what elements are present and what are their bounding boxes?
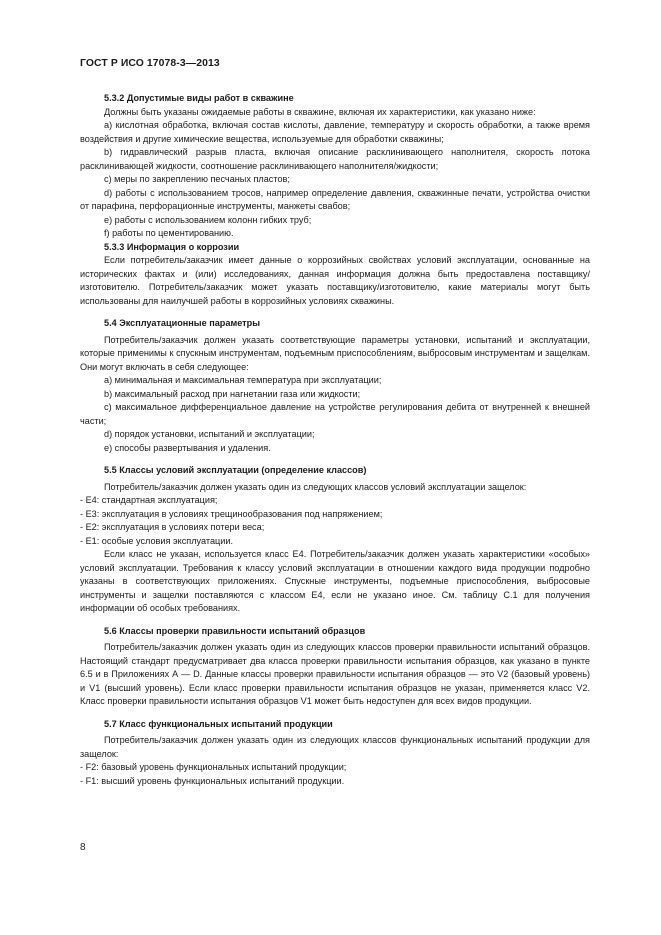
list-item: d) порядок установки, испытаний и эксплуатации; bbox=[104, 429, 315, 439]
section-5-3-2-intro: Должны быть указаны ожидаемые работы в скважине, включая их характеристики, как указано ниже: bbox=[104, 106, 536, 117]
section-5-7-title: 5.7 Класс функциональных испытаний продукции bbox=[104, 718, 333, 729]
section-5-3-2-title: 5.3.2 Допустимые виды работ в скважине bbox=[104, 93, 294, 103]
list-item: c) максимальное дифференциальное давление на устройстве регулирования дебита от внутренней к внешней части; bbox=[80, 402, 590, 426]
list-item: e) способы развертывания и удаления. bbox=[104, 442, 271, 453]
section-5-6-text: Потребитель/заказчик должен указать один из следующих классов проверки правильности испытаний образцов. Настоящий стандарт предусматривает два класса проверки правильности испытания образцов, как указано в пункте 6.5 и в Приложениях А — D. Данные классы проверки правильности испытания образцов — это V2 (базовый уровень) и V1 (высший уровень). Если класс проверки правильности испытания образцов не указан, применяется класс V2. Класс проверки правильности испытания образцов V1 может быть недоступен для всех видов продукции. bbox=[80, 642, 590, 706]
section-5-3-3-title: 5.3.3 Информация о коррозии bbox=[104, 241, 240, 252]
section-5-5-title: 5.5 Классы условий эксплуатации (определение классов) bbox=[104, 465, 367, 475]
list-item: e) работы с использованием колонн гибких труб; bbox=[104, 214, 312, 225]
section-5-4-intro: Потребитель/заказчик должен указать соответствующие параметры установки, испытаний и эксплуатации, которые применимы к спускным инструментам, подъемным приспособлениям, выбросовым инструментам и защелкам. Они могут включать в себя следующее: bbox=[80, 334, 590, 372]
list-item: - F1: высший уровень функциональных испытаний продукции. bbox=[80, 775, 345, 786]
section-5-4-title: 5.4 Эксплуатационные параметры bbox=[104, 318, 260, 328]
section-5-5-intro: Потребитель/заказчик должен указать один из следующих классов условий эксплуатации защелок: bbox=[104, 481, 527, 492]
list-item: b) максимальный расход при нагнетании газа или жидкости; bbox=[104, 388, 361, 399]
section-5-7-intro: Потребитель/заказчик должен указать один из следующих классов функциональных испытаний продукции для защелок: bbox=[80, 735, 590, 759]
section-5-3-3-text: Если потребитель/заказчик имеет данные о коррозийных свойствах условий эксплуатации, основанные на исторических фактах и (или) исследованиях, данная информация должна быть предоставлена поставщику/изготовителю. Потребитель/заказчик может указать поставщику/изготовителю, какие материалы могут быть использованы для наилучшей работы в коррозийных условиях скважины. bbox=[80, 255, 590, 306]
list-item: a) кислотная обработка, включая состав кислоты, давление, температуру и скорость обработки, а также время воздействия и другие химические вещества, используемые для обработки скважины; bbox=[80, 120, 590, 144]
list-item: - E3: эксплуатация в условиях трещинообразования под напряжением; bbox=[80, 508, 383, 519]
list-item: f) работы по цементированию. bbox=[104, 228, 234, 238]
section-5-6-title: 5.6 Классы проверки правильности испытаний образцов bbox=[104, 625, 366, 636]
list-item: - E1: особые условия эксплуатации. bbox=[80, 535, 233, 546]
document-body bbox=[80, 92, 590, 788]
section-5-5-text: Если класс не указан, используется класс E4. Потребитель/заказчик должен указать характеристики «особых» условий эксплуатации. Требования к классу условий эксплуатации в отношении каждого вида продукции подробно указаны в соответствующих приложениях. Спускные инструменты, подъемные приспособления, выбросовые инструменты и защелки поставляются с классом E4, если не указано иное. См. таблицу С.1 для получения информации об особых требованиях. bbox=[80, 549, 590, 613]
page-number: 8 bbox=[80, 842, 86, 853]
list-item: a) минимальная и максимальная температура при эксплуатации; bbox=[104, 375, 382, 385]
list-item: - E2: эксплуатация в условиях потери веса; bbox=[80, 522, 265, 532]
list-item: - F2: базовый уровень функциональных испытаний продукции; bbox=[80, 762, 347, 772]
document-header: ГОСТ Р ИСО 17078-3—2013 bbox=[80, 58, 220, 69]
list-item: b) гидравлический разрыв пласта, включая описание расклинивающего наполнителя, скорость потока расклинивающей жидкости, соотношение расклинивающего наполнителя/жидкости; bbox=[80, 147, 590, 171]
list-item: d) работы с использованием тросов, например определение давления, скважинные печати, устройства очистки от парафина, перфорационные инструменты, манжеты свабов; bbox=[80, 187, 590, 211]
list-item: - E4: стандартная эксплуатация; bbox=[80, 495, 218, 505]
list-item: c) меры по закреплению песчаных пластов; bbox=[104, 174, 290, 184]
